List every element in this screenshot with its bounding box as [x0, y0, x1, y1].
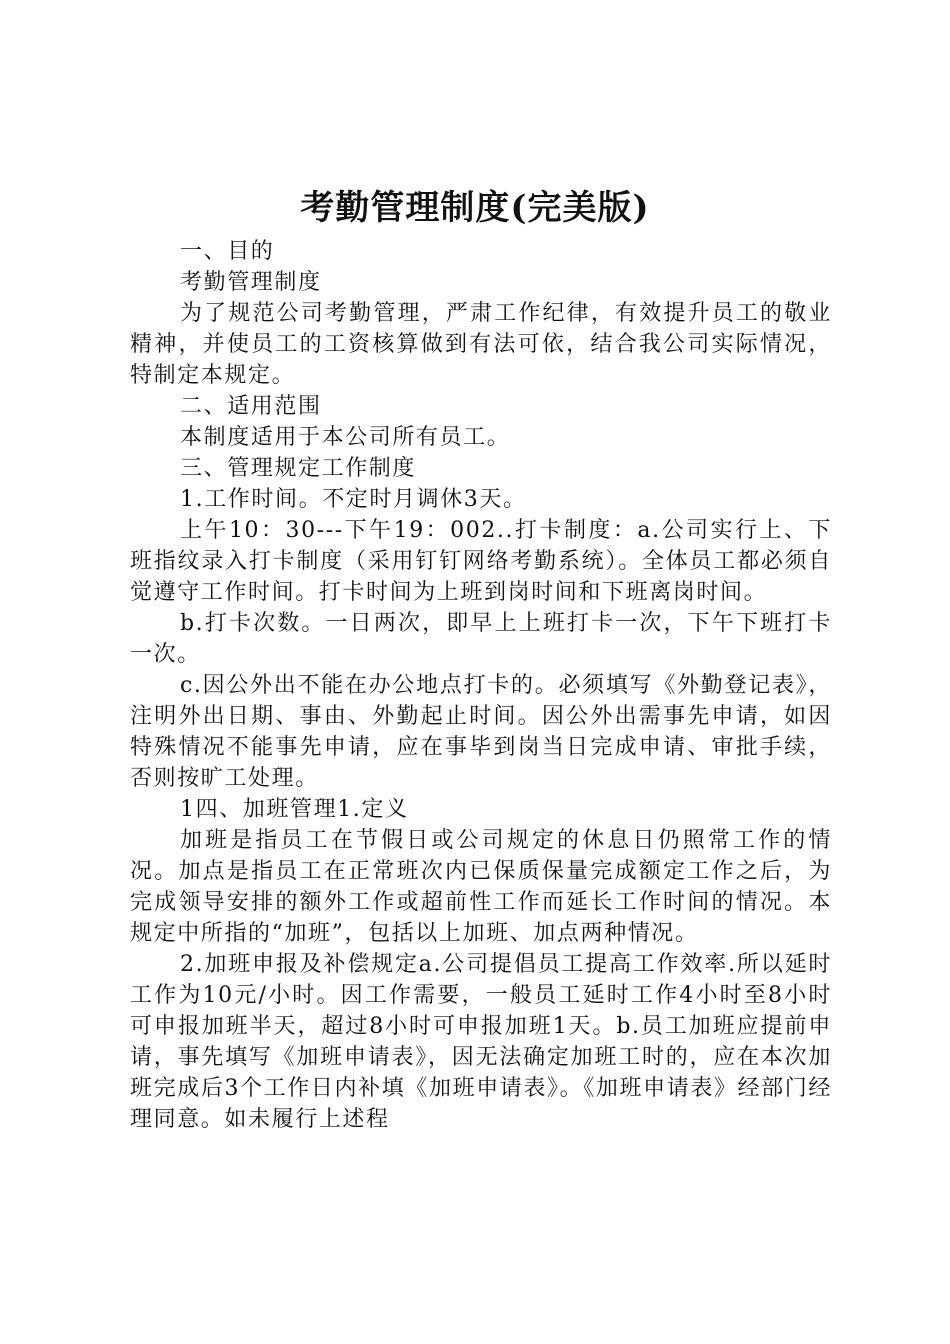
subtitle-attendance: 考勤管理制度 — [180, 270, 322, 295]
paragraph-scope: 本制度适用于本公司所有员工。 — [180, 425, 511, 450]
paragraph-clock-count: b.打卡次数。一日两次，即早上上班打卡一次，下午下班打卡一次。 — [130, 611, 832, 667]
document-title: 考勤管理制度(完美版) — [300, 188, 650, 228]
heading-purpose: 一、目的 — [180, 239, 275, 264]
heading-overtime: 1四、加班管理1.定义 — [180, 797, 409, 822]
paragraph-field-work: c.因公外出不能在办公地点打卡的。必须填写《外勤登记表》，注明外出日期、事由、外勤起止时间。因公外出需事先申请，如因特殊情况不能事先申请，应在事毕到岗当日完成申请、审批手续，否则按旷工处理。 — [130, 673, 832, 791]
document-body — [130, 236, 832, 1135]
heading-rules: 三、管理规定工作制度 — [180, 456, 417, 481]
heading-scope: 二、适用范围 — [180, 394, 322, 419]
paragraph-purpose: 为了规范公司考勤管理，严肃工作纪律，有效提升员工的敬业精神，并使员工的工资核算做到有法可依，结合我公司实际情况，特制定本规定。 — [130, 301, 832, 388]
paragraph-overtime-rules: 2.加班申报及补偿规定a.公司提倡员工提高工作效率.所以延时工作为10元/小时。因工作需要，一般员工延时工作4小时至8小时可申报加班半天，超过8小时可申报加班1天。b.员工加班应提前申请，事先填写《加班申请表》，因无法确定加班工时的，应在本次加班完成后3个工作日内补填《加班申请表》。《加班申请表》经部门经理同意。如未履行上述程 — [130, 952, 832, 1132]
paragraph-clock-in: 上午10：30---下午19：002..打卡制度：a.公司实行上、下班指纹录入打卡制度（采用钉钉网络考勤系统）。全体员工都必须自觉遵守工作时间。打卡时间为上班到岗时间和下班离岗时间。 — [130, 518, 832, 605]
paragraph-overtime-definition: 加班是指员工在节假日或公司规定的休息日仍照常工作的情况。加点是指员工在正常班次内已保质保量完成额定工作之后，为完成领导安排的额外工作或超前性工作而延长工作时间的情况。本规定中所指的“加班”，包括以上加班、加点两种情况。 — [130, 828, 832, 946]
paragraph-work-time: 1.工作时间。不定时月调休3天。 — [180, 487, 527, 512]
